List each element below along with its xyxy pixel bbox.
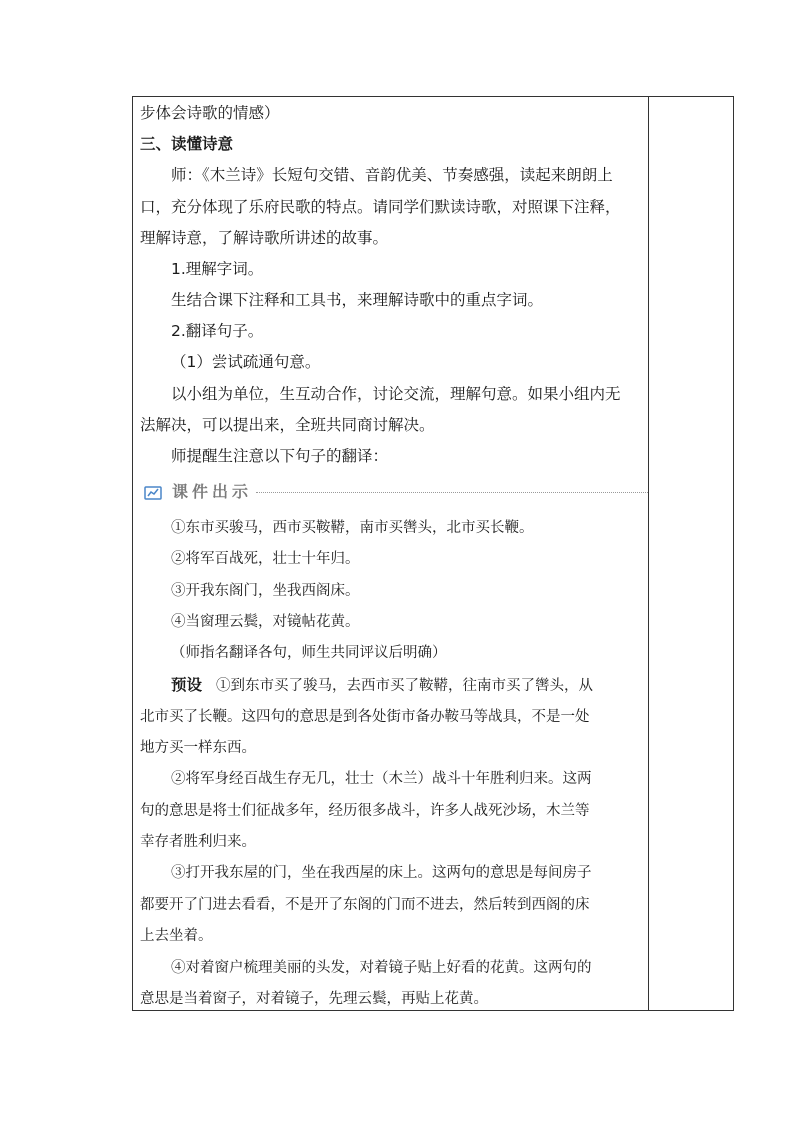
table-column-divider — [648, 96, 649, 1011]
answer-text: ①到东市买了骏马，去西市买了鞍鞯，往南市买了辔头，从 — [216, 678, 594, 694]
answer-line: ④对着窗户梳理美丽的头发，对着镜子贴上好看的花黄。这两句的 — [171, 960, 592, 976]
answer-line: 意思是当着窗子，对着镜子，先理云鬓，再贴上花黄。 — [140, 991, 488, 1007]
chart-board-icon — [144, 485, 162, 499]
answer-line: 都要开了门进去看看，不是开了东阁的门而不进去，然后转到西阁的床 — [140, 897, 590, 913]
text-line: （1）尝试疏通句意。 — [171, 353, 321, 371]
answer-line — [140, 675, 644, 696]
text-line: 生结合课下注释和工具书，来理解诗歌中的重点字词。 — [171, 291, 544, 309]
text-line: 师：《木兰诗》长短句交错、音韵优美、节奏感强，读起来朗朗上 — [171, 166, 613, 184]
answer-line: ②将军身经百战生存无几，壮士（木兰）战斗十年胜利归来。这两 — [171, 771, 592, 787]
sentence-line: ①东市买骏马，西市买鞍鞯，南市买辔头，北市买长鞭。 — [171, 520, 534, 536]
text-line: 1.理解字词。 — [171, 260, 264, 278]
answer-line: 幸存者胜利归来。 — [140, 834, 256, 850]
text-line: 以小组为单位，生互动合作，讨论交流，理解句意。如果小组内无 — [171, 385, 621, 403]
sentence-line: ④当窗理云鬓，对镜帖花黄。 — [171, 614, 360, 630]
text-line: 理解诗意，了解诗歌所讲述的故事。 — [140, 229, 389, 247]
courseware-banner — [144, 482, 648, 504]
answer-line: 地方买一样东西。 — [140, 740, 256, 756]
sentence-line: （师指名翻译各句，师生共同评议后明确） — [171, 645, 447, 661]
answer-line: 句的意思是将士们征战多年，经历很多战斗，许多人战死沙场，木兰等 — [140, 803, 590, 819]
answer-line: 北市买了长鞭。这四句的意思是到各处街市备办鞍马等战具，不是一处 — [140, 709, 590, 725]
answer-line: 上去坐着。 — [140, 928, 213, 944]
sentence-line: ③开我东阁门，坐我西阁床。 — [171, 583, 360, 599]
text-line: 口，充分体现了乐府民歌的特点。请同学们默读诗歌，对照课下注释， — [140, 198, 621, 216]
text-line: 法解决，可以提出来，全班共同商讨解决。 — [140, 416, 435, 434]
dotted-rule — [256, 492, 648, 493]
text-line: 师提醒生注意以下句子的翻译： — [171, 447, 389, 465]
banner-title: 课件出示 — [172, 482, 253, 501]
text-line: 2.翻译句子。 — [171, 322, 264, 340]
answer-line: ③打开我东屋的门，坐在我西屋的床上。这两句的意思是每间房子 — [171, 865, 592, 881]
section-heading: 三、读懂诗意 — [140, 135, 234, 153]
sentence-line: ②将军百战死，壮士十年归。 — [171, 551, 360, 567]
text-line: 步体会诗歌的情感） — [140, 104, 280, 122]
preset-label: 预设 — [171, 676, 203, 694]
